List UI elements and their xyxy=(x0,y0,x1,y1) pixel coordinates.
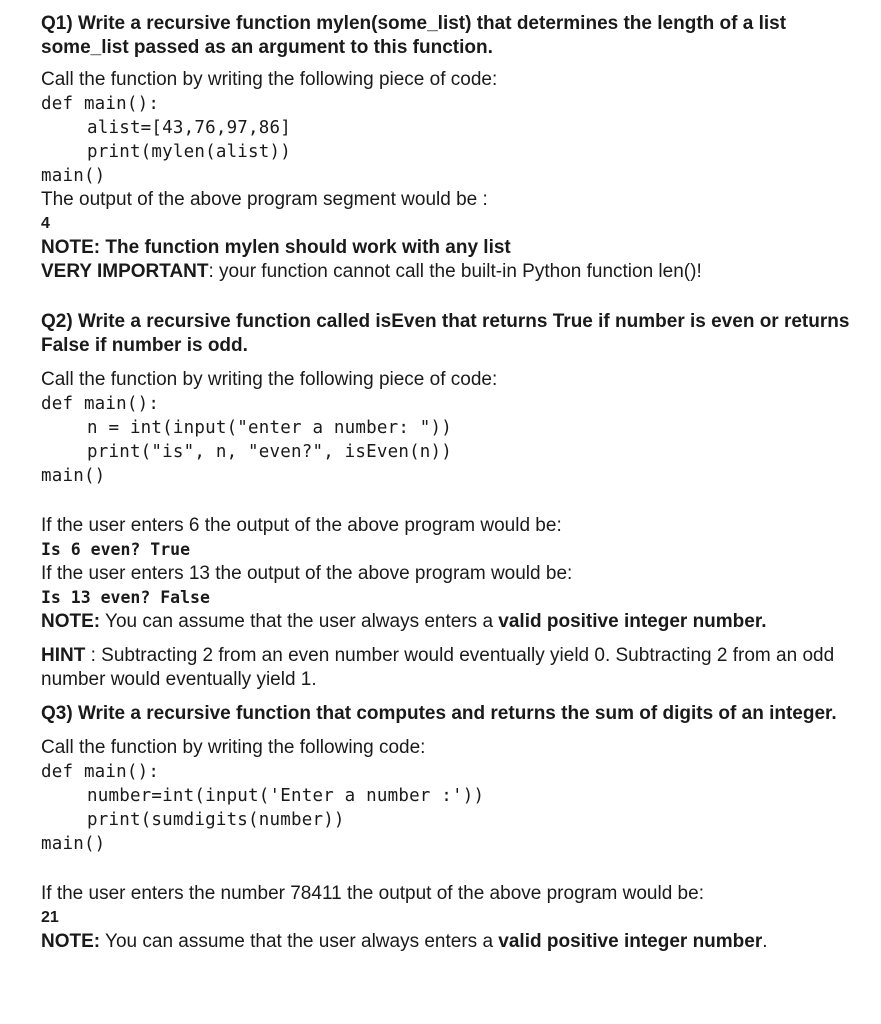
q3-note-end: . xyxy=(762,931,768,952)
q2-case1-output: Is 6 even? True xyxy=(41,540,191,559)
q2-code-line: main() xyxy=(41,466,106,486)
q2-case2-intro: If the user enters 13 the output of the above program would be: xyxy=(41,563,573,584)
q3-call-intro: Call the function by writing the following code: xyxy=(41,737,426,758)
q3-note-label: NOTE: xyxy=(41,931,101,952)
q2-hint xyxy=(41,644,871,692)
q3-note-bold: valid positive integer number xyxy=(498,931,763,952)
q2-note xyxy=(41,610,871,634)
q3-code-line: main() xyxy=(41,834,106,854)
q2-code-line: def main(): xyxy=(41,394,160,414)
q2-call-intro: Call the function by writing the following piece of code: xyxy=(41,369,498,390)
q3-case-output: 21 xyxy=(41,909,59,926)
q3-code-line: print(sumdigits(number)) xyxy=(87,810,345,830)
q2-heading: Q2) Write a recursive function called isEven that returns True if number is even or returns False if number is odd. xyxy=(41,311,850,356)
question-3 xyxy=(41,702,871,954)
q1-important-text: : your function cannot call the built-in Python function len()! xyxy=(208,261,702,282)
q2-code-line: n = int(input("enter a number: ")) xyxy=(87,418,453,438)
q2-hint-label: HINT xyxy=(41,645,86,666)
q3-heading: Q3) Write a recursive function that computes and returns the sum of digits of an integer. xyxy=(41,703,837,724)
q2-note-text: You can assume that the user always enters a xyxy=(100,611,499,632)
q1-code-line: main() xyxy=(41,166,106,186)
question-2 xyxy=(41,310,871,692)
q2-code-line: print("is", n, "even?", isEven(n)) xyxy=(87,442,453,462)
q2-case2-output: Is 13 even? False xyxy=(41,588,210,607)
q1-important-label: VERY IMPORTANT xyxy=(41,261,209,282)
q3-case-intro: If the user enters the number 78411 the output of the above program would be: xyxy=(41,883,704,904)
q1-code-line: print(mylen(alist)) xyxy=(87,142,291,162)
q2-case1-intro: If the user enters 6 the output of the above program would be: xyxy=(41,515,562,536)
q3-note xyxy=(41,930,871,954)
q1-important xyxy=(41,260,871,284)
q3-note-text: You can assume that the user always enters a xyxy=(100,931,499,952)
q1-code-line: def main(): xyxy=(41,94,160,114)
q1-call-intro: Call the function by writing the following piece of code: xyxy=(41,69,498,90)
q3-code-line: def main(): xyxy=(41,762,160,782)
q1-output-intro: The output of the above program segment would be : xyxy=(41,189,488,210)
question-1 xyxy=(41,12,871,284)
q1-note: NOTE: The function mylen should work with any list xyxy=(41,237,511,258)
q1-heading: Q1) Write a recursive function mylen(some_list) that determines the length of a list some_list passed as an argument to this function. xyxy=(41,13,787,58)
assignment-page xyxy=(41,12,871,954)
q3-code-line: number=int(input('Enter a number :')) xyxy=(87,786,485,806)
q2-hint-text: : Subtracting 2 from an even number would eventually yield 0. Subtracting 2 from an odd number would eventually yield 1. xyxy=(41,645,835,690)
q1-code-line: alist=[43,76,97,86] xyxy=(87,118,291,138)
q1-output-value: 4 xyxy=(41,215,50,232)
q2-note-label: NOTE: xyxy=(41,611,101,632)
q2-note-bold: valid positive integer number. xyxy=(498,611,767,632)
